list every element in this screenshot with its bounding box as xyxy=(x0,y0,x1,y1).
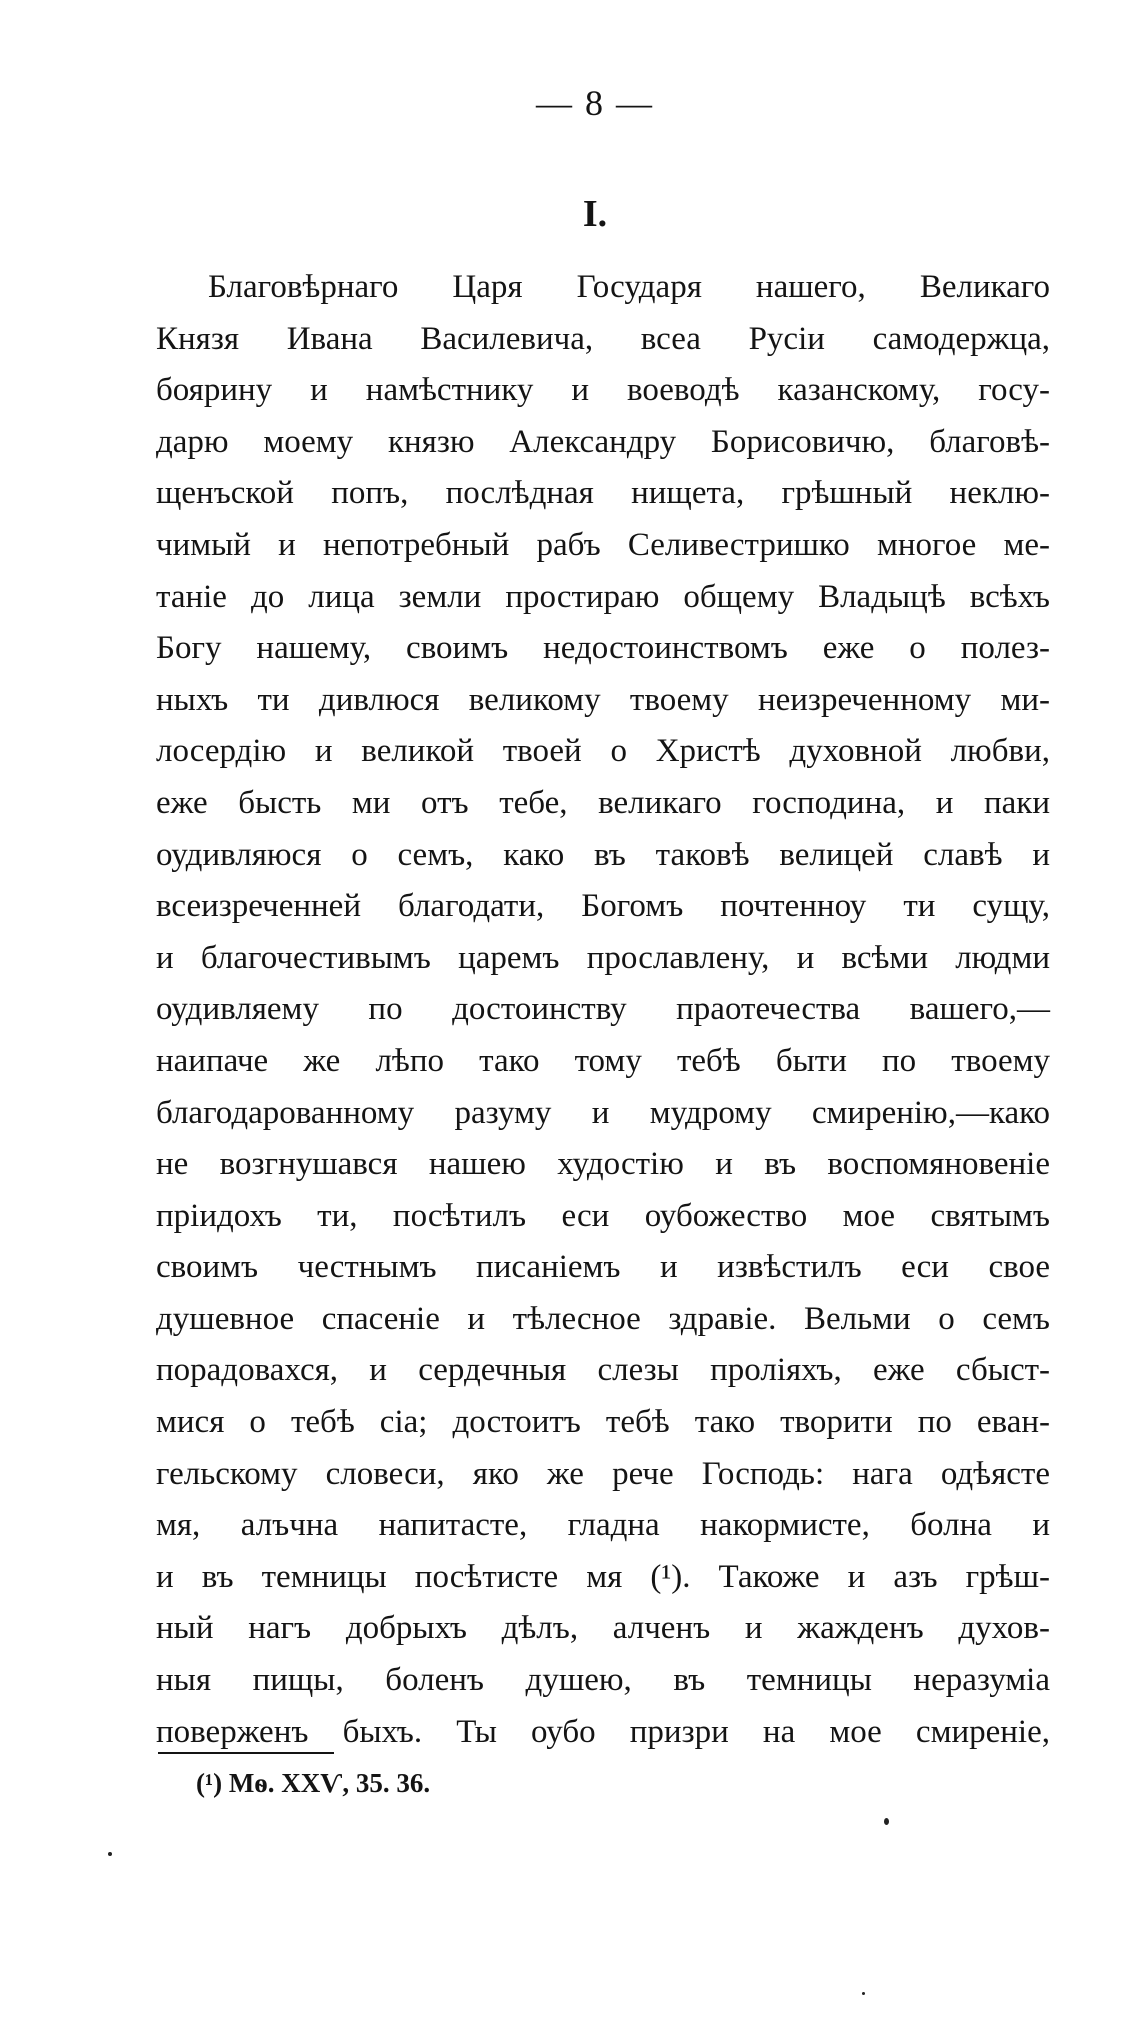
section-heading: I. xyxy=(582,193,608,235)
text-line: не возгнушався нашею худостію и въ воспомяновеніе xyxy=(156,1146,1050,1183)
text-line: чимый и непотребный рабъ Селивестришко многое ме- xyxy=(156,526,1050,563)
text-line: ный нагъ добрыхъ дѣлъ, алченъ и жажденъ духов- xyxy=(156,1610,1050,1647)
text-line: еже бысть ми отъ тебе, великаго господина, и паки xyxy=(156,784,1050,821)
text-line: боярину и намѣстнику и воеводѣ казанскому, госу- xyxy=(156,372,1050,409)
text-line: ныя пищы, боленъ душею, въ темницы неразуміа xyxy=(156,1662,1050,1699)
text-line: ныхъ ти дивлюся великому твоему неизреченному ми- xyxy=(156,681,1050,718)
text-line: оудивляюся о семъ, како въ таковѣ велицей славѣ и xyxy=(156,836,1050,873)
text-line: душевное спасеніе и тѣлесное здравіе. Вельми о семъ xyxy=(156,1300,1050,1337)
text-line: наипаче же лѣпо тако тому тебѣ быти по твоему xyxy=(156,1042,1050,1079)
text-line: своимъ честнымъ писаніемъ и извѣстилъ еси свое xyxy=(156,1249,1050,1286)
ink-speck xyxy=(108,1852,112,1856)
text-line: Князя Ивана Василевича, всеа Русіи самодержца, xyxy=(156,320,1050,357)
text-line: поверженъ быхъ. Ты оубо призри на мое смиреніе, xyxy=(156,1713,1050,1750)
text-line: Богу нашему, своимъ недостоинствомъ еже о полез- xyxy=(156,630,1050,667)
text-line: гельскому словеси, яко же рече Господь: нага одѣясте xyxy=(156,1455,1050,1492)
text-line: дарю моему князю Александру Борисовичю, благовѣ- xyxy=(156,423,1050,460)
page-number: — 8 — xyxy=(536,83,654,123)
text-line: щенъской попъ, послѣдная нищета, грѣшный неклю- xyxy=(156,475,1050,512)
text-line: порадовахся, и сердечныя слезы проліяхъ, еже сбыст- xyxy=(156,1352,1050,1389)
ink-speck xyxy=(884,1818,889,1825)
text-line: оудивляему по достоинству праотечества вашего,— xyxy=(156,991,1050,1028)
text-line: мя, алъчна напитасте, гладна накормисте, болна и xyxy=(156,1507,1050,1544)
text-line: мися о тебѣ сіа; достоитъ тебѣ тако творити по еван- xyxy=(156,1404,1050,1441)
ink-speck xyxy=(862,1992,865,1995)
text-line: лосердію и великой твоей о Христѣ духовной любви, xyxy=(156,733,1050,770)
text-line: и благочестивымъ царемъ прославлену, и всѣми людми xyxy=(156,939,1050,976)
text-line: пріидохъ ти, посѣтилъ еси оубожество мое святымъ xyxy=(156,1197,1050,1234)
text-line: благодарованному разуму и мудрому смиренію,—како xyxy=(156,1094,1050,1131)
footnote-divider xyxy=(158,1752,334,1754)
text-line: всеизреченней благодати, Богомъ почтенноу ти сущу, xyxy=(156,888,1050,925)
footnote: (¹) Мѳ. XXѴ, 35. 36. xyxy=(196,1768,431,1798)
text-line: таніе до лица земли простираю общему Владыцѣ всѣхъ xyxy=(156,578,1050,615)
text-line: Благовѣрнаго Царя Государя нашего, Великаго xyxy=(208,269,1050,305)
body-text xyxy=(156,262,1050,1758)
text-line: и въ темницы посѣтисте мя (¹). Такоже и азъ грѣш- xyxy=(156,1558,1050,1595)
